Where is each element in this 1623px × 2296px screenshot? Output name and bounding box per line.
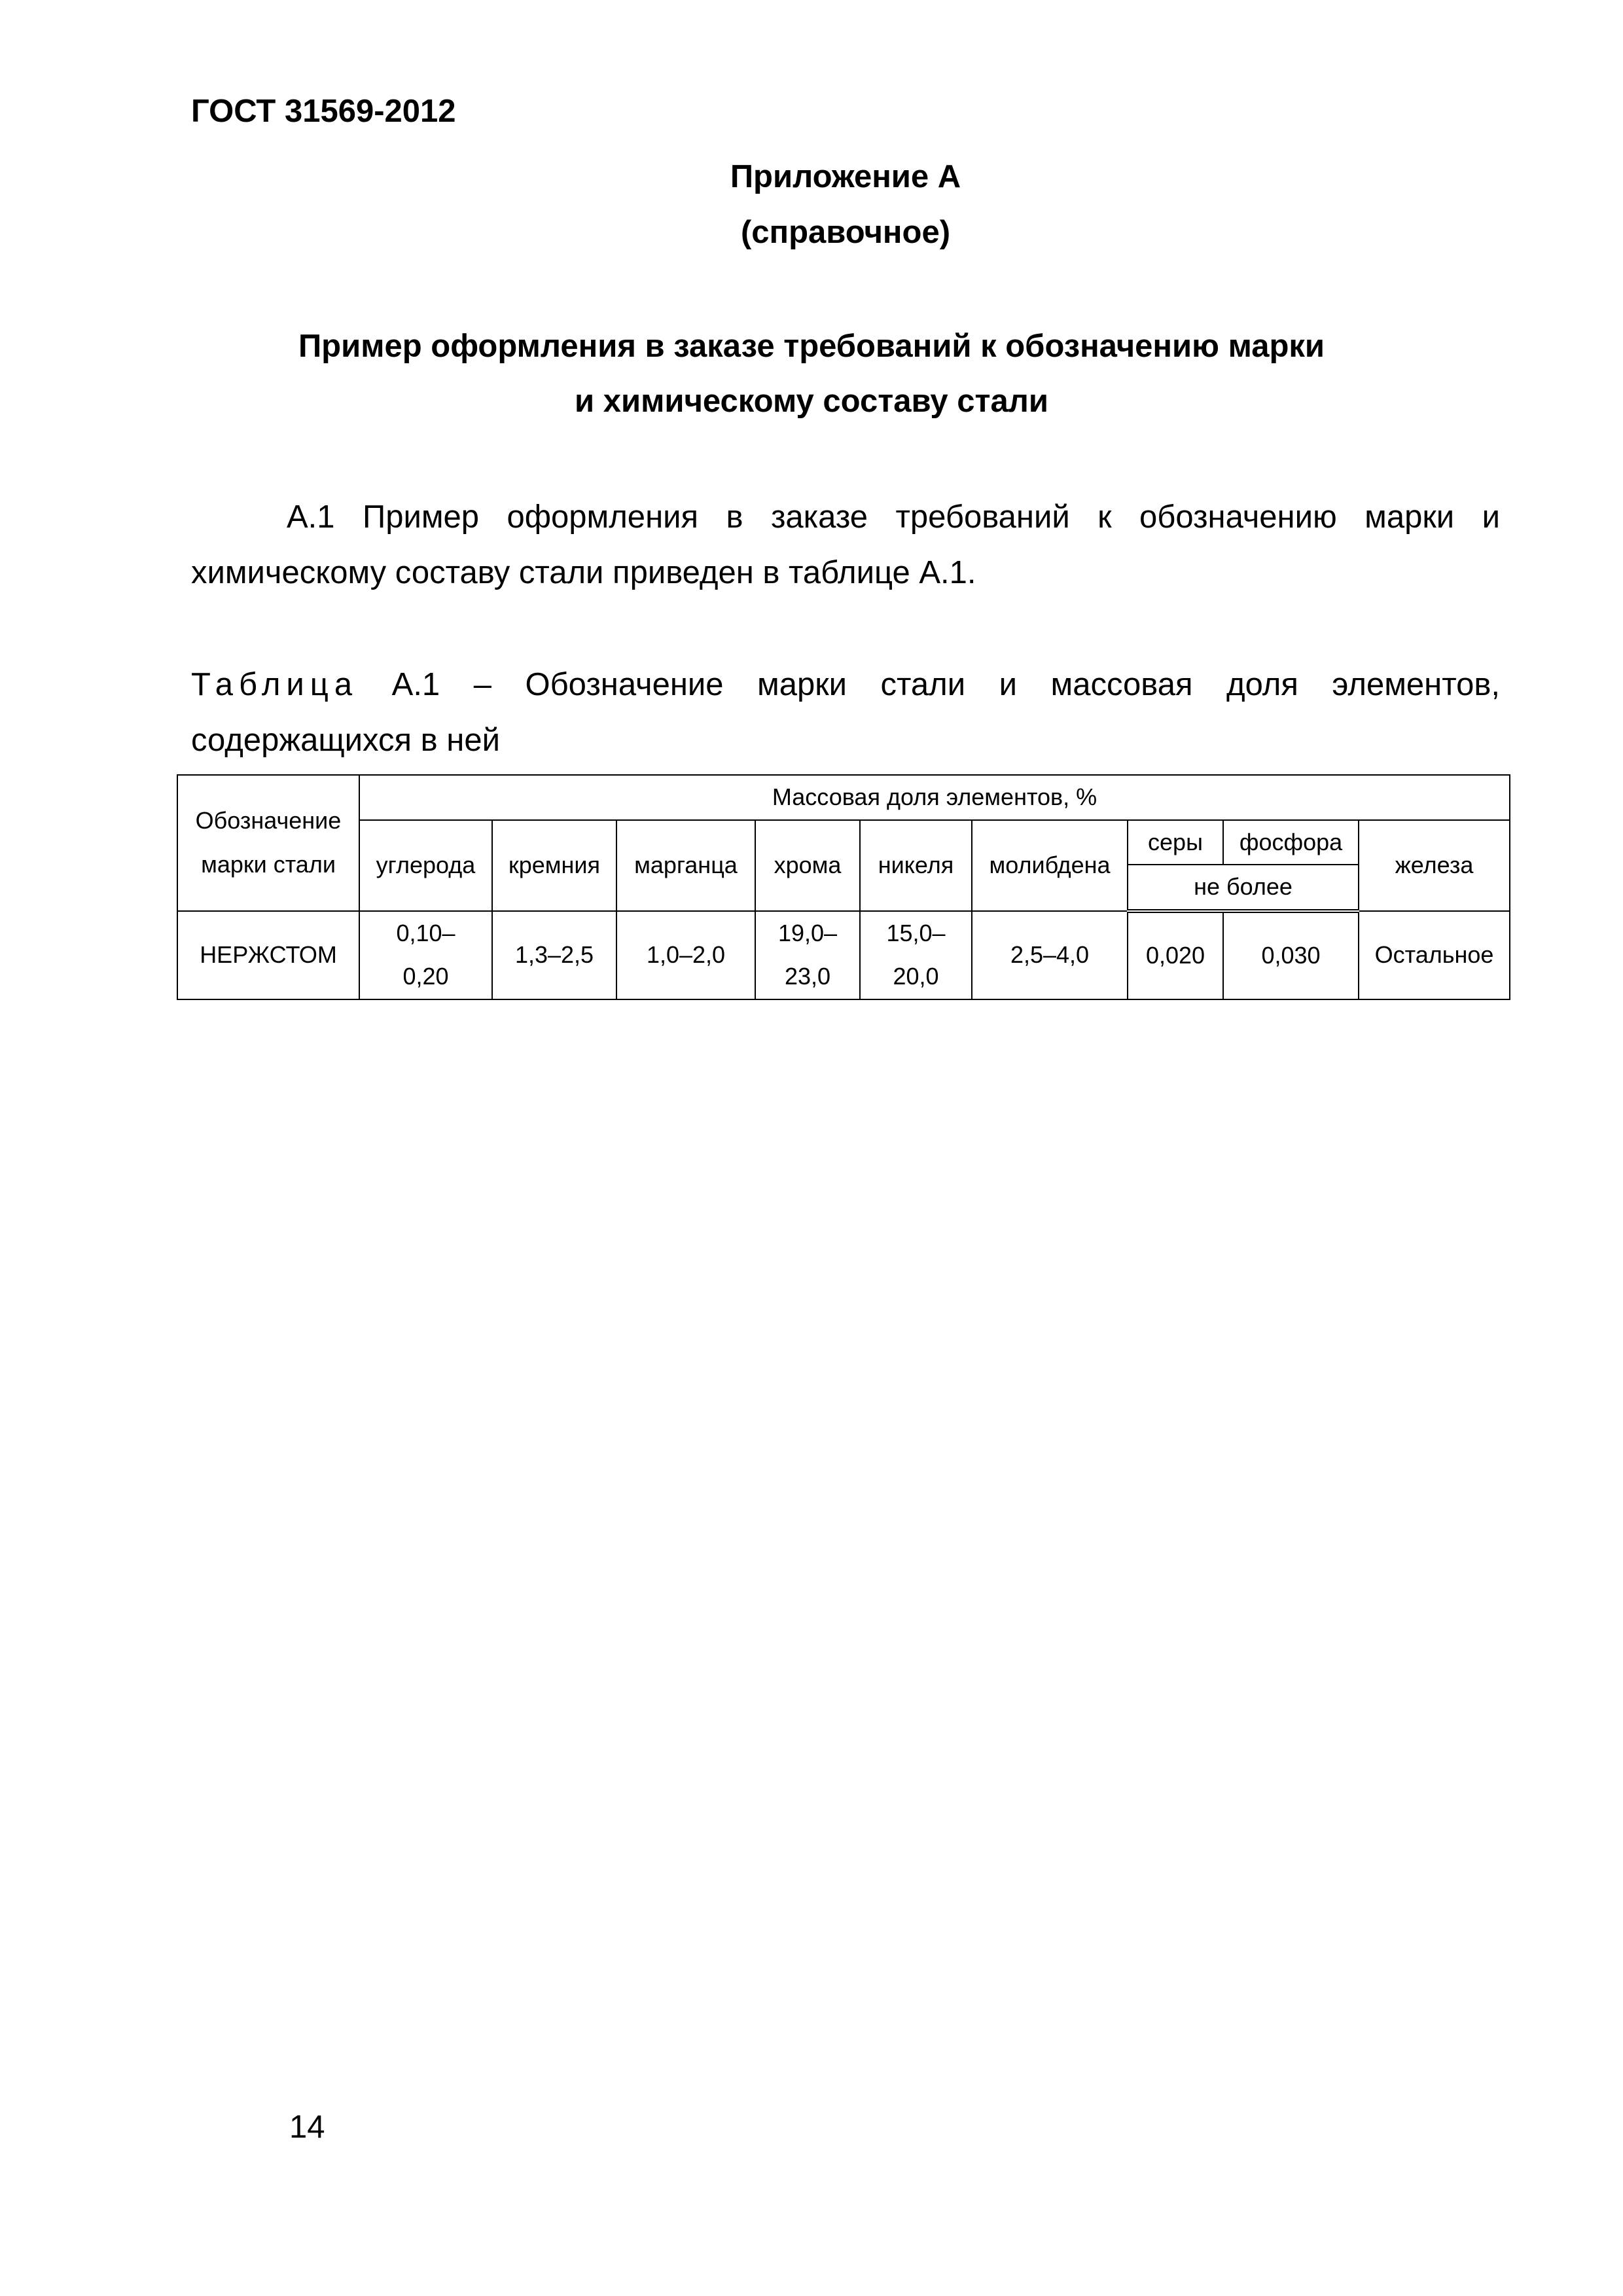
cell-carbon-line-2: 0,20 — [402, 963, 449, 990]
header-chromium: хрома — [755, 820, 860, 911]
cell-carbon — [359, 911, 492, 999]
cell-nickel-line-2: 20,0 — [893, 963, 939, 990]
cell-chromium-line-2: 23,0 — [784, 963, 831, 990]
header-silicon: кремния — [492, 820, 616, 911]
header-mass-fraction: Массовая доля элементов, % — [359, 775, 1510, 820]
header-grade-line-2: марки стали — [201, 850, 336, 878]
cell-chromium — [755, 911, 860, 999]
annex-heading-line-1: Пример оформления в заказе требований к обозначению марки — [298, 329, 1325, 364]
annex-title: Приложение А — [730, 159, 961, 194]
cell-silicon: 1,3–2,5 — [492, 911, 616, 999]
cell-grade: НЕРЖСТОМ — [177, 911, 359, 999]
annex-heading-line-2: и химическому составу стали — [575, 384, 1048, 419]
cell-molybdenum: 2,5–4,0 — [972, 911, 1128, 999]
table-caption-label: Таблица — [191, 667, 359, 702]
annex-kind: (справочное) — [740, 215, 951, 250]
cell-carbon-line-1: 0,10– — [396, 919, 455, 946]
cell-chromium-line-1: 19,0– — [777, 919, 838, 946]
header-grade — [177, 775, 359, 911]
paragraph-a1 — [191, 490, 1500, 601]
header-phosphorus: фосфора — [1223, 820, 1359, 865]
header-molybdenum: молибдена — [972, 820, 1128, 911]
cell-nickel-line-1: 15,0– — [886, 919, 946, 946]
cell-manganese: 1,0–2,0 — [616, 911, 755, 999]
page-number: 14 — [289, 2109, 325, 2145]
header-grade-line-1: Обозначение — [195, 807, 342, 834]
cell-iron: Остальное — [1359, 911, 1510, 999]
document-code: ГОСТ 31569-2012 — [191, 94, 456, 129]
header-manganese: марганца — [616, 820, 755, 911]
header-limit-note: не более — [1128, 865, 1359, 911]
header-nickel: никеля — [860, 820, 972, 911]
table-caption-text: А.1 – Обозначение марки стали и массовая доля элементов, содержащихся в ней — [191, 667, 1500, 758]
header-sulfur: серы — [1128, 820, 1223, 865]
paragraph-a1-text: А.1 Пример оформления в заказе требований к обозначению марки и химическому составу стали приведен в таблице А.1. — [191, 499, 1500, 590]
cell-phosphorus: 0,030 — [1223, 911, 1359, 999]
table-caption — [191, 657, 1500, 768]
cell-nickel — [860, 911, 972, 999]
composition-table — [177, 774, 1510, 1000]
cell-sulfur: 0,020 — [1128, 911, 1223, 999]
header-iron: железа — [1359, 820, 1510, 911]
header-carbon: углерода — [359, 820, 492, 911]
table-row — [177, 911, 1510, 999]
